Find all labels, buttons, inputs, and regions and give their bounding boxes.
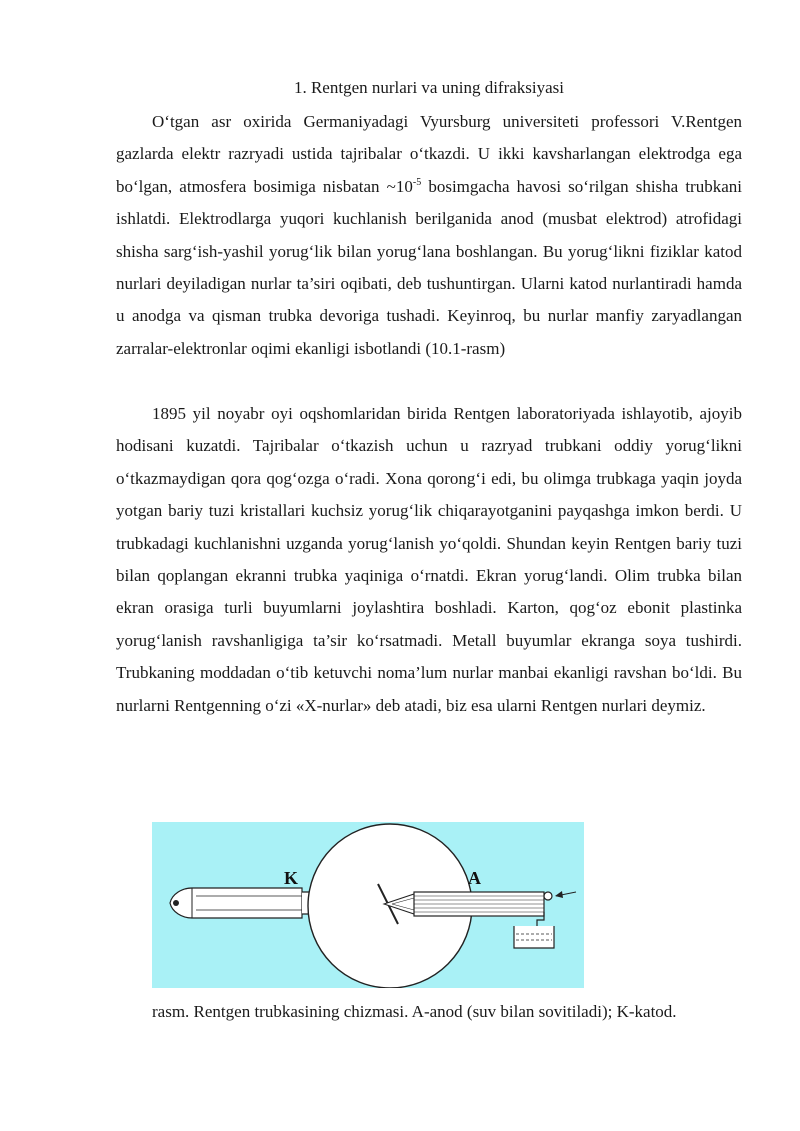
figure-caption: rasm. Rentgen trubkasining chizmasi. A-anod (suv bilan sovitiladi); K-katod. [152, 1002, 677, 1021]
paragraph-1-text-a: O‘tgan asr oxirida Germaniyadagi Vyursburg universiteti professori V.Rentgen gazlarda elektr razryadi ustida tajribalar o‘tkazdi. U ikki kavsharlangan elektrodga ega bo‘lgan, atmosfera bosimiga nisbatan ~10 [116, 112, 742, 196]
inflow-arrow-head [555, 891, 563, 898]
xray-tube-figure [152, 822, 584, 988]
xray-tube-diagram [152, 822, 584, 988]
cathode-terminal [173, 900, 179, 906]
paragraph-1-text-b: bosimgacha havosi so‘rilgan shisha trubkani ishlatdi. Elektrodlarga yuqori kuchlanish berilganida anod (musbat elektrod) atrofidagi shisha sarg‘ish-yashil yorug‘lik bilan yorug‘lana boshlangan. Bu yorug‘likni fiziklar katod nurlari deyiladigan nurlar ta’siri oqibati, deb tushuntirgan. Ularni katod nurlantiradi hamda u anodga va qisman trubka devoriga tushadi. Keyinroq, bu nurlar manfiy zaryadlangan zarralar-elektronlar oqimi ekanligi isbotlandi (10.1-rasm) [116, 176, 742, 358]
paragraph-1 [116, 106, 742, 365]
paragraph-2: 1895 yil noyabr oyi oqshomlaridan birida Rentgen laboratoriyada ishlayotib, ajoyib hodisani kuzatdi. Tajribalar o‘tkazish uchun u razryad trubkani oddiy yorug‘likni o‘tkazmaydigan qora qog‘ozga o‘radi. Xona qorong‘i edi, bu olimga trubkaga yaqin joyda yotgan bariy tuzi kristallari kuchsiz yorug‘lik chiqarayotganini payqashga imkon berdi. U trubkadagi kuchlanishni uzganda yorug‘lanish yo‘qoldi. Shundan keyin Rentgen bariy tuzi bilan qoplangan ekranni trubka yaqiniga o‘rnatdi. Ekran yorug‘landi. Olim trubka bilan ekran orasiga turli buyumlarni joylashtira boshladi. Karton, qog‘oz ebonit plastinka yorug‘lanish ravshanligiga ta’sir ko‘rsatmadi. Metall buyumlar ekranga soya tushirdi. Trubkaning moddadan o‘tib ketuvchi noma’lum nurlar manbai ekanligi ravshan bo‘ldi. Bu nurlarni Rentgenning o‘zi «X-nurlar» deb atadi, biz esa ularni Rentgen nurlari deymiz. [116, 404, 742, 715]
cathode-label: K [284, 868, 299, 888]
cathode-tube-shape [170, 888, 302, 918]
exponent-superscript: -5 [412, 176, 422, 188]
section-heading: 1. Rentgen nurlari va uning difraksiyasi [293, 78, 565, 97]
anode-label: A [468, 868, 481, 888]
water-inlet [544, 892, 552, 900]
water-beaker [514, 926, 554, 948]
